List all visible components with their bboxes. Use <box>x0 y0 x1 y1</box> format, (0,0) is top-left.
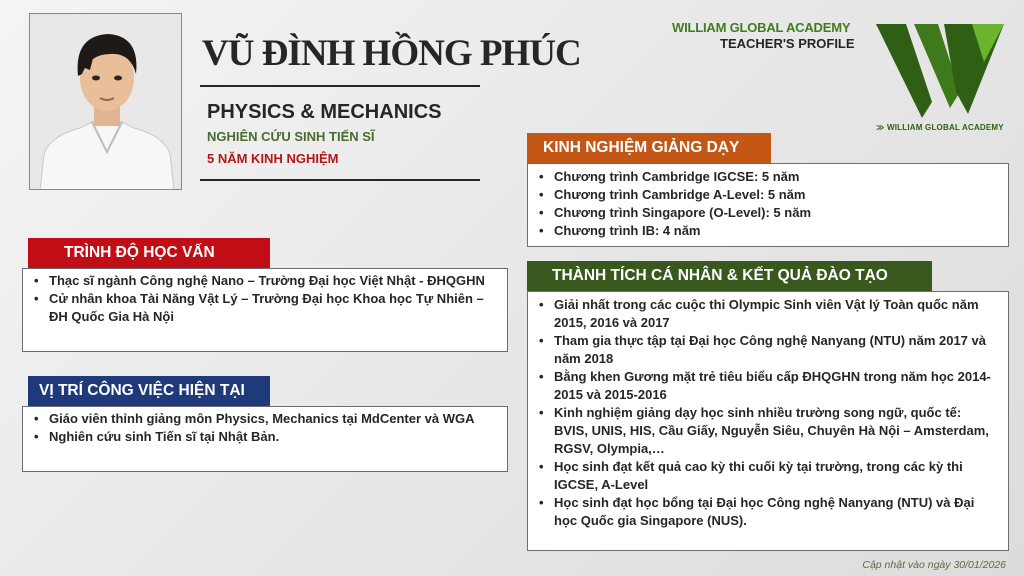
teacher-photo <box>29 13 182 190</box>
list-item: • Chương trình Cambridge A-Level: 5 năm <box>534 186 998 204</box>
list-item: • Chương trình Singapore (O-Level): 5 năm <box>534 204 998 222</box>
list-item: • Học sinh đạt kết quả cao kỳ thi cuối kỳ tại trường, trong các kỳ thi IGCSE, A-Level <box>534 458 998 494</box>
achievements-box <box>527 291 1009 551</box>
brand-name: WILLIAM GLOBAL ACADEMY <box>672 20 851 35</box>
wga-logo-icon <box>876 22 1004 120</box>
divider-bottom <box>200 179 480 181</box>
education-box <box>22 268 508 352</box>
divider-top <box>200 85 480 87</box>
subject-title: PHYSICS & MECHANICS <box>207 101 442 123</box>
list-item: • Thạc sĩ ngành Công nghệ Nano – Trường Đại học Việt Nhật - ĐHQGHN <box>29 272 497 290</box>
education-header: TRÌNH ĐỘ HỌC VẤN <box>28 238 270 268</box>
experience-years: 5 NĂM KINH NGHIỆM <box>207 151 339 166</box>
list-item: • Chương trình IB: 4 năm <box>534 222 998 240</box>
position-header: VỊ TRÍ CÔNG VIỆC HIỆN TẠI <box>28 376 270 406</box>
logo-caption: ≫ WILLIAM GLOBAL ACADEMY <box>876 123 1004 132</box>
experience-box <box>527 163 1009 247</box>
position-box <box>22 406 508 472</box>
experience-header: KINH NGHIỆM GIẢNG DẠY <box>527 133 771 163</box>
profile-label: TEACHER'S PROFILE <box>720 36 855 51</box>
achievements-header: THÀNH TÍCH CÁ NHÂN & KẾT QUẢ ĐÀO TẠO <box>527 261 932 291</box>
list-item: • Kinh nghiệm giảng dạy học sinh nhiều trường song ngữ, quốc tế: BVIS, UNIS, HIS, Cầu Giấy, Nguyễn Siêu, Chuyên Hà Nội – Amsterdam, RGSV, Olympia,… <box>534 404 998 458</box>
list-item: • Giáo viên thỉnh giảng môn Physics, Mechanics tại MdCenter và WGA <box>29 410 497 428</box>
list-item: • Nghiên cứu sinh Tiến sĩ tại Nhật Bản. <box>29 428 497 446</box>
list-item: • Tham gia thực tập tại Đại học Công nghệ Nanyang (NTU) năm 2017 và năm 2018 <box>534 332 998 368</box>
teacher-name: VŨ ĐÌNH HỒNG PHÚC <box>202 33 581 74</box>
list-item: • Học sinh đạt học bổng tại Đại học Công nghệ Nanyang (NTU) và Đại học Quốc gia Singapore (NUS). <box>534 494 998 530</box>
list-item: • Giải nhất trong các cuộc thi Olympic Sinh viên Vật lý Toàn quốc năm 2015, 2016 và 2017 <box>534 296 998 332</box>
list-item: • Bằng khen Gương mặt trẻ tiêu biểu cấp ĐHQGHN trong năm học 2014-2015 và 2015-2016 <box>534 368 998 404</box>
update-date: Cập nhật vào ngày 30/01/2026 <box>862 559 1006 571</box>
degree-label: NGHIÊN CỨU SINH TIẾN SĨ <box>207 129 375 144</box>
list-item: • Chương trình Cambridge IGCSE: 5 năm <box>534 168 998 186</box>
list-item: • Cử nhân khoa Tài Năng Vật Lý – Trường Đại học Khoa học Tự Nhiên – ĐH Quốc Gia Hà Nội <box>29 290 497 326</box>
